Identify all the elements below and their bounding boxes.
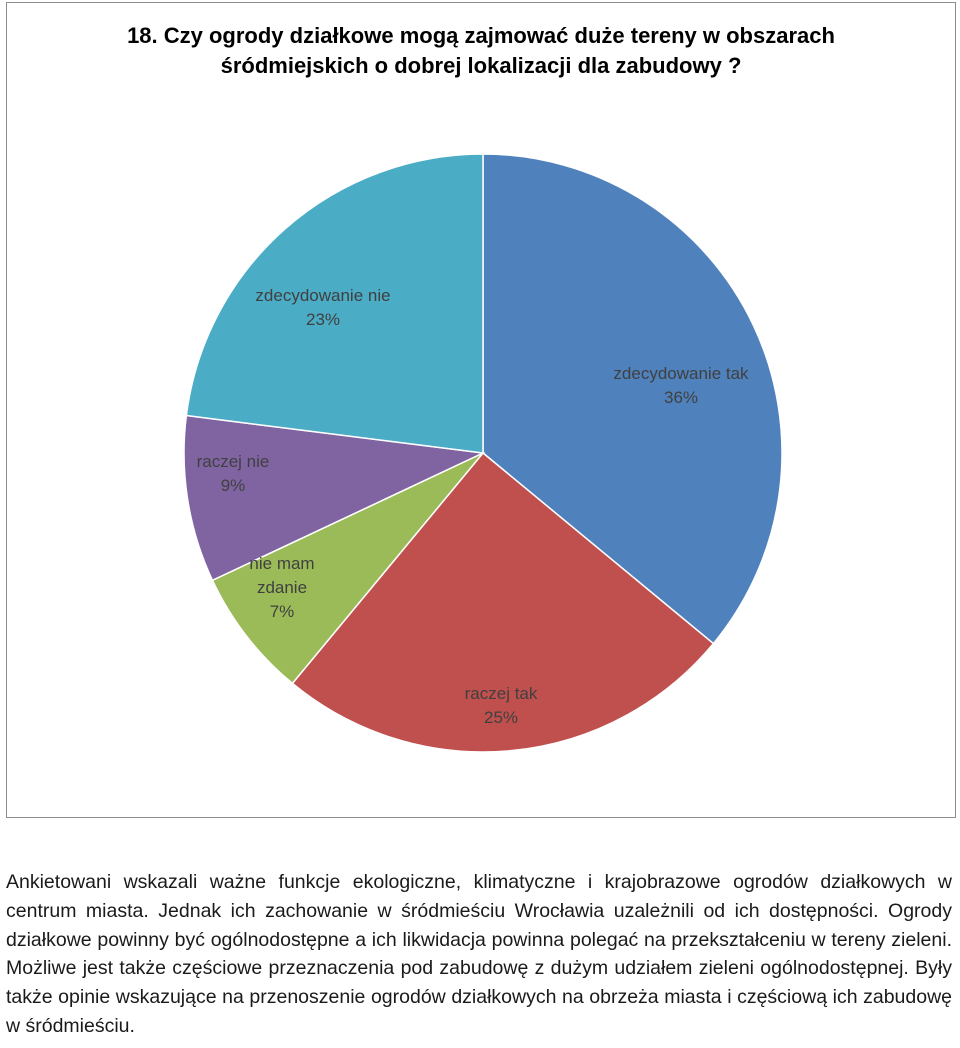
slice-label-raczej-nie: raczej nie 9% xyxy=(196,452,270,495)
chart-frame xyxy=(6,2,956,818)
slice-label-zdecydowanie-nie: zdecydowanie nie 23% xyxy=(255,286,391,329)
body-paragraph: Ankietowani wskazali ważne funkcje ekologiczne, klimatyczne i krajobrazowe ogrodów działkowych w centrum miasta. Jednak ich zachowanie w śródmieściu Wrocławia uzależnili od ich dostępności. Ogrody działkowe powinny być ogólnodostępne a ich likwidacja powinna polegać na przekształceniu w tereny zieleni. Możliwe jest także częściowe przeznaczenia pod zabudowę z dużym udziałem zieleni ogólnodostępnej. Były także opinie wskazujące na przenoszenie ogrodów działkowych na obrzeża miasta i częściową ich zabudowę w śródmieściu. xyxy=(6,871,952,1037)
chart-title: 18. Czy ogrody działkowe mogą zajmować duże tereny w obszarach śródmiejskich o dobrej lokalizacji dla zabudowy ? xyxy=(127,23,835,78)
pie-chart xyxy=(7,3,955,817)
slice-label-nie-mam-zdanie: nie mam zdanie 7% xyxy=(249,554,315,621)
slice-label-zdecydowanie-tak: zdecydowanie tak 36% xyxy=(613,364,749,407)
slice-label-raczej-tak: raczej tak 25% xyxy=(464,684,538,727)
